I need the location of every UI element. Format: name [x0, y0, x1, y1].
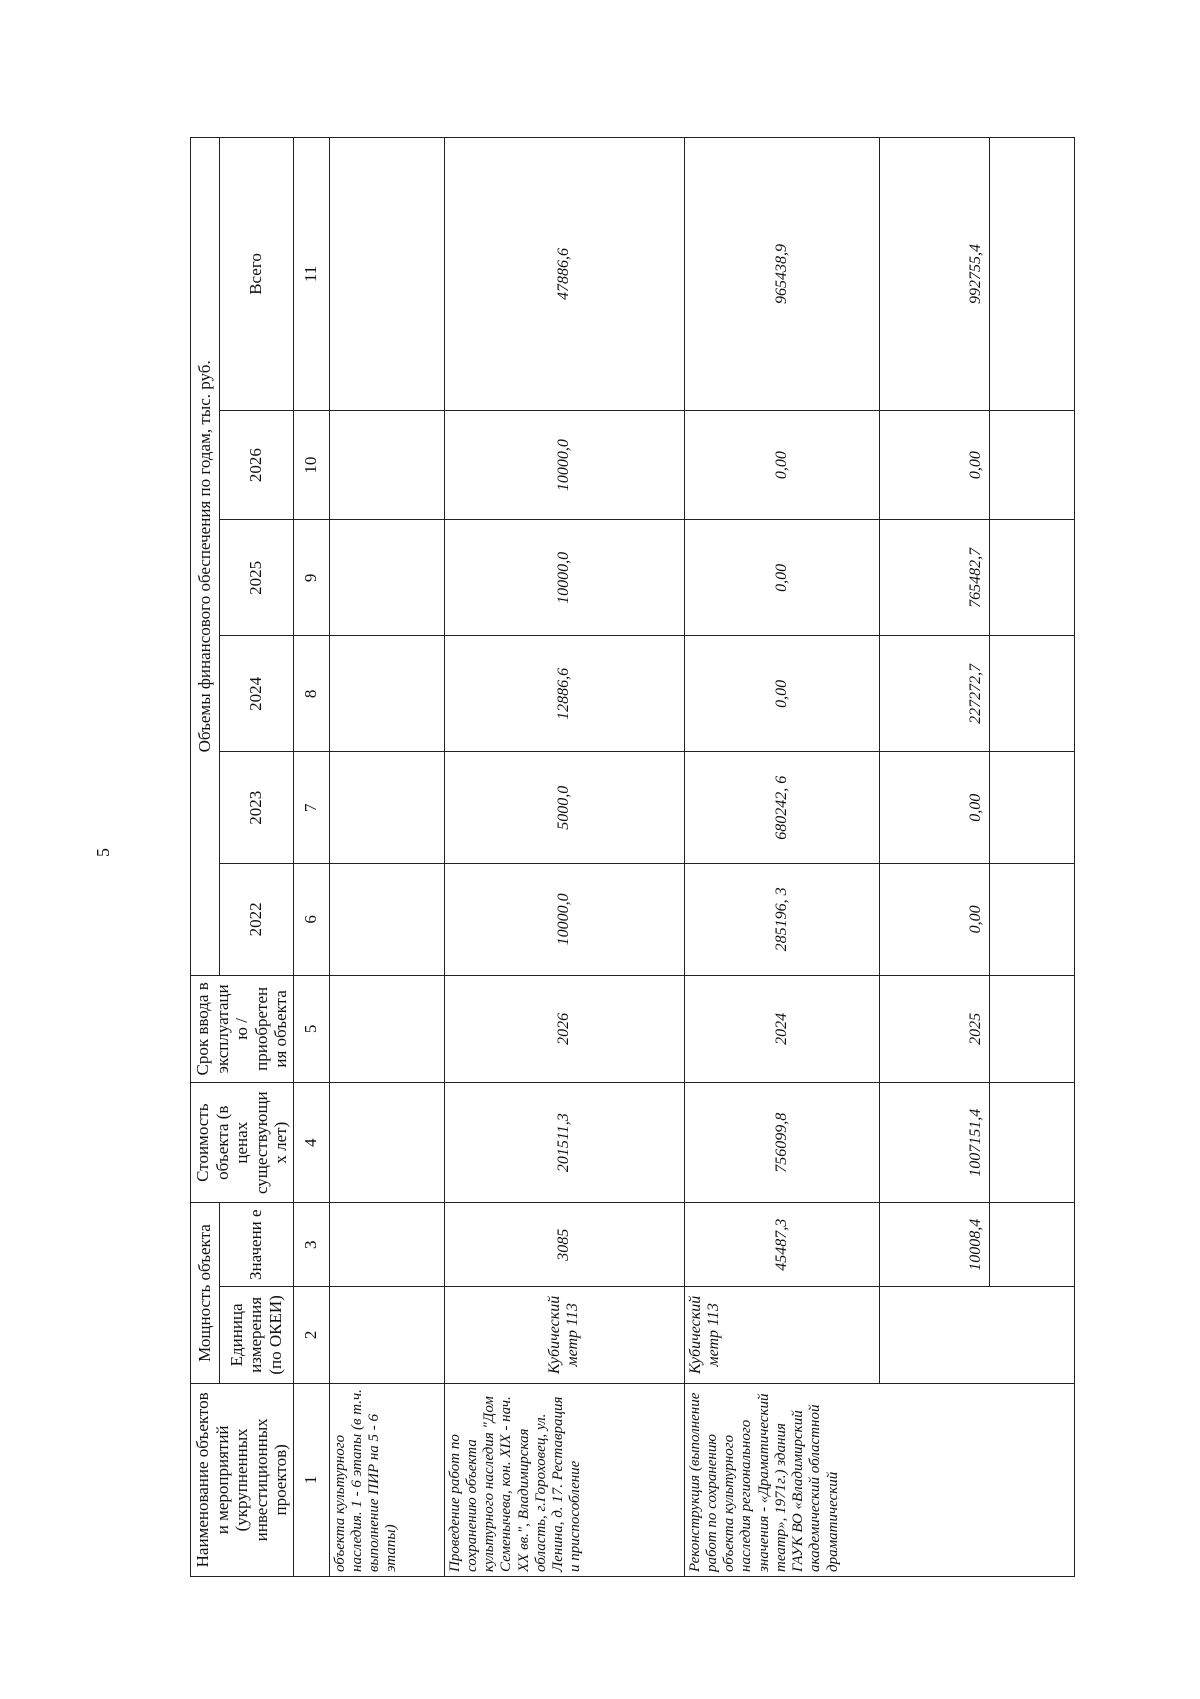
year-2024-cell: 12886,6 — [444, 636, 684, 752]
column-number: 4 — [293, 1083, 329, 1203]
empty-cell — [329, 520, 444, 636]
header-cost: Стоимость объекта (в ценах существующи х лет) — [191, 1083, 294, 1203]
term-subcell: 2025 — [963, 976, 990, 1082]
header-name: Наименование объектов и мероприятий (укрупненных инвестиционных проектов) — [191, 1383, 294, 1576]
year-2024-cell: 0,00 — [684, 636, 879, 752]
column-number: 9 — [293, 520, 329, 636]
header-row-2 — [219, 138, 293, 1577]
year-2023-cell: 5000,0 — [444, 752, 684, 864]
year-2026-cell — [879, 410, 1074, 520]
year-2022-cell — [879, 864, 1074, 976]
header-year-2026: 2026 — [219, 410, 293, 520]
column-number: 10 — [293, 410, 329, 520]
empty-cell — [329, 138, 444, 411]
value-subcell: 10008,4 — [963, 1203, 990, 1286]
column-number: 8 — [293, 636, 329, 752]
term-cell: 2026 — [444, 975, 684, 1082]
table-row — [684, 138, 879, 1577]
cost-cell: 756099,8 — [684, 1083, 879, 1203]
empty-cell — [329, 1287, 444, 1384]
year-2026-cell: 10000,0 — [444, 410, 684, 520]
header-finance: Объемы финансового обеспечения по годам, тыс. руб. — [191, 138, 220, 976]
column-number: 2 — [293, 1287, 329, 1384]
header-total: Всего — [219, 138, 293, 411]
empty-cell — [329, 752, 444, 864]
year-2022-cell: 285196, 3 — [684, 864, 879, 976]
empty-cell — [329, 975, 444, 1082]
year-2025-cell: 0,00 — [684, 520, 879, 636]
row-name: Реконструкция (выполнение работ по сохранению объекта культурного наследия регионального значения - «Драматический театр», 1971г.) здания ГАУК ВО «Владимирский академический областной драматический — [684, 1383, 1074, 1576]
table-row — [879, 138, 1074, 1577]
year-2024-subcell: 227272,7 — [963, 636, 990, 751]
row-name: объекта культурного наследия. 1 - 6 этапы (в т.ч. выполнение ПИР на 5 - 6 этапы) — [329, 1383, 444, 1576]
year-2023-subcell: 0,00 — [963, 752, 990, 863]
year-2025-cell — [879, 520, 1074, 636]
empty-cell — [329, 636, 444, 752]
column-number-row — [293, 138, 329, 1577]
value-cell: 45487,3 — [684, 1203, 879, 1287]
cost-cell: 201511,3 — [444, 1083, 684, 1203]
value-cell: 3085 — [444, 1203, 684, 1287]
cost-cell — [879, 1083, 1074, 1203]
year-2026-cell: 0,00 — [684, 410, 879, 520]
header-year-2024: 2024 — [219, 636, 293, 752]
finance-table — [190, 137, 1075, 1577]
empty-cell — [879, 1287, 1074, 1384]
header-term: Срок ввода в эксплуатаци ю / приобретен ия объекта — [191, 975, 294, 1082]
year-2022-cell: 10000,0 — [444, 864, 684, 976]
column-number: 11 — [293, 138, 329, 411]
empty-cell — [329, 1203, 444, 1287]
total-subcell: 992755,4 — [963, 138, 990, 410]
column-number: 6 — [293, 864, 329, 976]
table-row — [444, 138, 684, 1577]
unit-cell: Кубический метр 113 — [684, 1287, 879, 1384]
total-cell: 47886,6 — [444, 138, 684, 411]
header-capacity: Мощность объекта — [191, 1203, 220, 1383]
header-year-2023: 2023 — [219, 752, 293, 864]
empty-cell — [329, 410, 444, 520]
rotated-table-container — [190, 137, 1060, 1577]
year-2026-subcell: 0,00 — [963, 411, 990, 520]
cost-subcell: 1007151,4 — [963, 1083, 990, 1202]
header-row-1 — [191, 138, 220, 1577]
column-number: 1 — [293, 1383, 329, 1576]
column-number: 5 — [293, 975, 329, 1082]
column-number: 3 — [293, 1203, 329, 1287]
header-value: Значени е — [219, 1203, 293, 1287]
year-2025-cell: 10000,0 — [444, 520, 684, 636]
year-2023-cell: 680242, 6 — [684, 752, 879, 864]
year-2023-cell — [879, 752, 1074, 864]
value-cell — [879, 1203, 1074, 1287]
column-number: 7 — [293, 752, 329, 864]
term-cell: 2024 — [684, 975, 879, 1082]
row-name: Проведение работ по сохранению объекта культурного наследия "Дом Семенычева, кон. XIX - нач. XX вв.", Владимирская область, г.Гороховец, ул. Ленина, д. 17. Реставрация и приспособление — [444, 1383, 684, 1576]
total-cell — [879, 138, 1074, 411]
empty-cell — [329, 1083, 444, 1203]
header-year-2022: 2022 — [219, 864, 293, 976]
page-number: 5 — [93, 848, 113, 857]
year-2022-subcell: 0,00 — [963, 864, 990, 975]
year-2024-cell — [879, 636, 1074, 752]
total-cell: 965438,9 — [684, 138, 879, 411]
year-2025-subcell: 765482,7 — [963, 520, 990, 635]
empty-cell — [329, 864, 444, 976]
table-row — [329, 138, 444, 1577]
header-year-2025: 2025 — [219, 520, 293, 636]
term-cell — [879, 975, 1074, 1082]
unit-cell: Кубический метр 113 — [444, 1287, 684, 1384]
header-unit: Единица измерения (по ОКЕИ) — [219, 1287, 293, 1384]
